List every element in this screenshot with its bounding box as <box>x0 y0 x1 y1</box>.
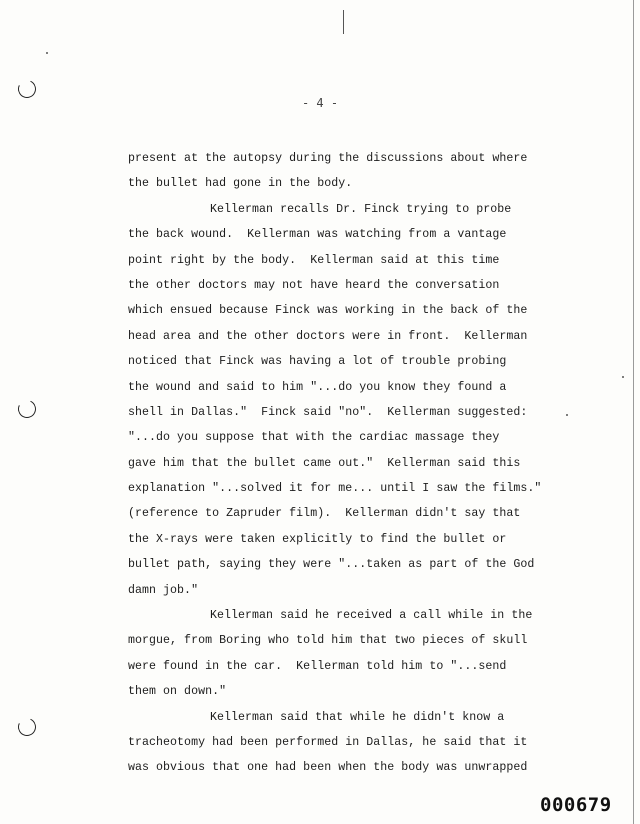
text-line: head area and the other doctors were in front. Kellerman <box>128 329 528 343</box>
text-line: damn job." <box>128 583 199 597</box>
page-edge <box>633 0 634 824</box>
text-line: (reference to Zapruder film). Kellerman didn't say that <box>128 507 521 521</box>
scan-speck <box>622 376 624 378</box>
text-line: was obvious that one had been when the body was unwrapped <box>128 761 528 775</box>
body-text <box>128 146 568 781</box>
paragraph-start-line: Kellerman recalls Dr. Finck trying to probe <box>210 202 512 216</box>
text-line: tracheotomy had been performed in Dallas, he said that it <box>128 735 528 749</box>
text-line: the back wound. Kellerman was watching from a vantage <box>128 228 507 242</box>
paragraph-start-line: Kellerman said that while he didn't know a <box>210 710 505 724</box>
scan-mark <box>343 10 344 34</box>
text-line: the X-rays were taken explicitly to find the bullet or <box>128 532 507 546</box>
text-line: the bullet had gone in the body. <box>128 177 353 191</box>
page-number: - 4 - <box>301 96 339 110</box>
bates-number: 000679 <box>540 794 612 816</box>
text-line: the other doctors may not have heard the conversation <box>128 278 500 292</box>
punch-hole-bottom <box>15 715 38 738</box>
text-line: noticed that Finck was having a lot of trouble probing <box>128 355 507 369</box>
text-line: the wound and said to him "...do you know they found a <box>128 380 507 394</box>
punch-hole-middle <box>15 397 38 420</box>
text-line: shell in Dallas." Finck said "no". Kellerman suggested: <box>128 405 528 419</box>
text-line: point right by the body. Kellerman said at this time <box>128 253 500 267</box>
text-line: were found in the car. Kellerman told him to "...send <box>128 659 507 673</box>
text-line: bullet path, saying they were "...taken as part of the God <box>128 558 535 572</box>
text-line: present at the autopsy during the discussions about where <box>128 152 528 165</box>
text-line: explanation "...solved it for me... until I saw the films." <box>128 482 542 496</box>
text-line: morgue, from Boring who told him that two pieces of skull <box>128 634 528 648</box>
text-line: which ensued because Finck was working in the back of the <box>128 304 528 318</box>
scan-speck <box>46 52 48 54</box>
text-line: gave him that the bullet came out." Kellerman said this <box>128 456 521 470</box>
paragraph-start-line: Kellerman said he received a call while in the <box>210 609 533 623</box>
text-line: them on down." <box>128 685 227 699</box>
text-line: "...do you suppose that with the cardiac massage they <box>128 431 500 445</box>
punch-hole-top <box>15 77 38 100</box>
